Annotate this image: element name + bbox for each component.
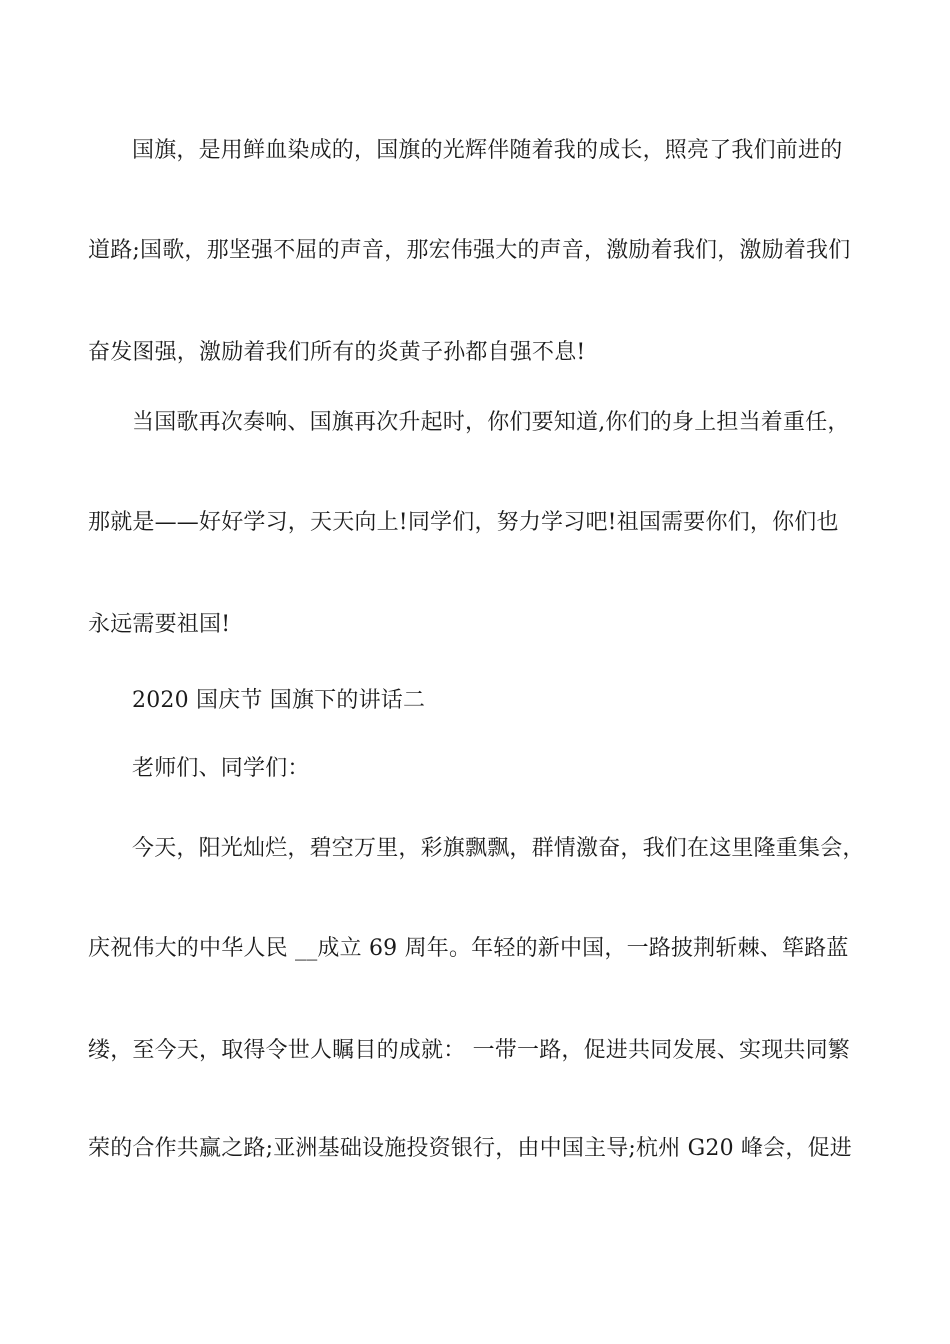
section-heading: 2020 国庆节 国旗下的讲话二 <box>132 688 426 713</box>
salutation-line: 老师们、同学们： <box>132 756 310 781</box>
paragraph-line: 荣的合作共赢之路;亚洲基础设施投资银行，由中国主导;杭州 G20 峰会，促进 <box>88 1136 852 1161</box>
paragraph-line: 奋发图强，激励着我们所有的炎黄子孙都自强不息! <box>88 340 586 365</box>
paragraph-line: 当国歌再次奏响、国旗再次升起时，你们要知道,你们的身上担当着重任， <box>132 410 850 435</box>
paragraph-line: 缕，至今天，取得令世人瞩目的成就： 一带一路，促进共同发展、实现共同繁 <box>88 1038 850 1063</box>
paragraph-line: 国旗，是用鲜血染成的，国旗的光辉伴随着我的成长，照亮了我们前进的 <box>132 138 843 163</box>
paragraph-line: 今天，阳光灿烂，碧空万里，彩旗飘飘，群情激奋，我们在这里隆重集会， <box>132 836 865 861</box>
paragraph-line: 庆祝伟大的中华人民 __成立 69 周年。年轻的新中国，一路披荆斩棘、筚路蓝 <box>88 936 849 961</box>
paragraph-line: 道路;国歌，那坚强不屈的声音，那宏伟强大的声音，激励着我们，激励着我们 <box>88 238 851 263</box>
paragraph-line: 永远需要祖国! <box>88 612 231 637</box>
paragraph-line: 那就是——好好学习，天天向上!同学们，努力学习吧!祖国需要你们，你们也 <box>88 510 839 535</box>
